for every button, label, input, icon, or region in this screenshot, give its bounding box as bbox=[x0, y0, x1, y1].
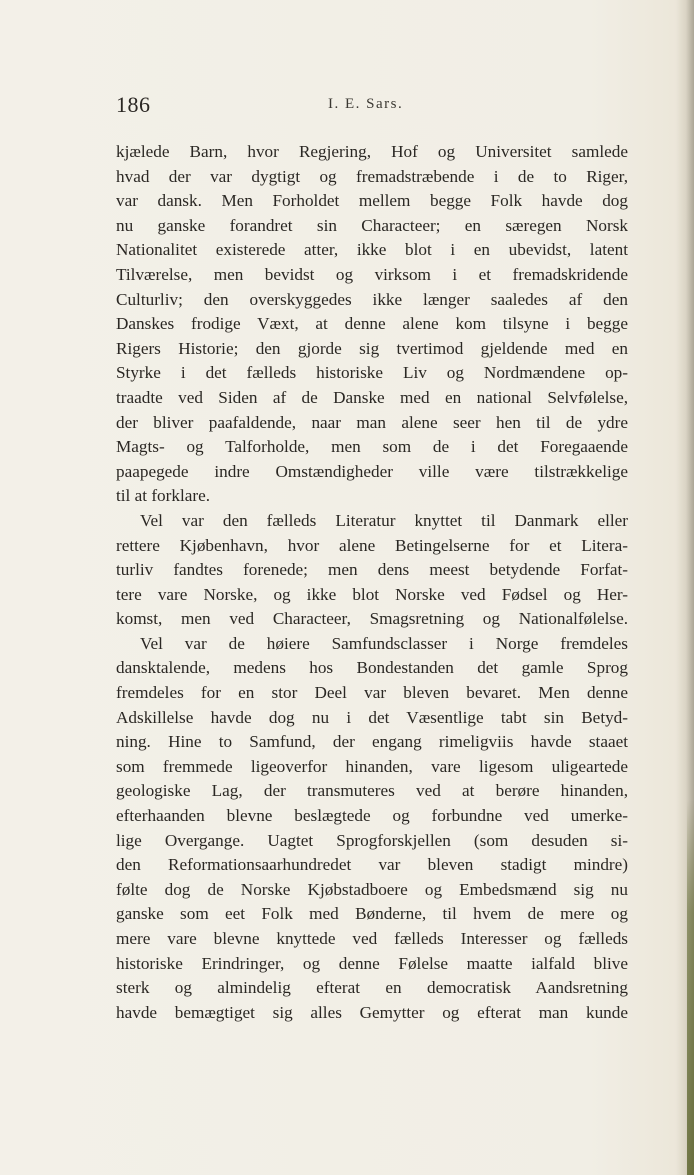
text-line: rettere Kjøbenhavn, hvor alene Betingelserne for et Litera- bbox=[116, 535, 628, 555]
text-line: Vel var de høiere Samfundsclasser i Norge fremdeles bbox=[140, 633, 628, 653]
text-line: komst, men ved Characteer, Smagsretning og Nationalfølelse. bbox=[116, 609, 628, 629]
text-line: Tilværelse, men bevidst og virksom i et fremadskridende bbox=[116, 264, 628, 284]
text-line: tere vare Norske, og ikke blot Norske ved Fødsel og Her- bbox=[116, 584, 628, 604]
text-line: Danskes frodige Væxt, at denne alene kom tilsyne i begge bbox=[116, 314, 628, 334]
text-line: paapegede indre Omstændigheder ville være tilstrækkelige bbox=[116, 461, 628, 481]
text-line: efterhaanden blevne beslægtede og forbundne ved umerke- bbox=[116, 806, 628, 826]
text-line: nu ganske forandret sin Characteer; en særegen Norsk bbox=[116, 215, 628, 235]
text-line: Rigers Historie; den gjorde sig tvertimod gjeldende med en bbox=[116, 338, 628, 358]
text-line: hvad der var dygtigt og fremadstræbende i de to Riger, bbox=[116, 166, 628, 186]
text-line: fremdeles for en stor Deel var bleven bevaret. Men denne bbox=[116, 683, 628, 703]
page-number: 186 bbox=[116, 92, 151, 117]
text-line: sterk og almindelig efterat en democratisk Aandsretning bbox=[116, 978, 628, 998]
text-line: traadte ved Siden af de Danske med en national Selvfølelse, bbox=[116, 387, 628, 407]
text-line: havde bemægtiget sig alles Gemytter og efterat man kunde bbox=[116, 1002, 628, 1022]
text-line: geologiske Lag, der transmuteres ved at berøre hinanden, bbox=[116, 781, 628, 801]
text-line: ning. Hine to Samfund, der engang rimeligviis havde staaet bbox=[116, 732, 628, 752]
running-head: I. E. Sars. bbox=[328, 96, 404, 112]
text-line: mere vare blevne knyttede ved fælleds Interesser og fælleds bbox=[116, 929, 628, 948]
text-line: lige Overgange. Uagtet Sprogforskjellen (som desuden si- bbox=[116, 830, 628, 850]
text-line: Vel var den fælleds Literatur knyttet til Danmark eller bbox=[140, 510, 628, 530]
text-line: til at forklare. bbox=[116, 486, 211, 506]
text-line: ganske som eet Folk med Bønderne, til hvem de mere og bbox=[116, 904, 628, 924]
text-line: Culturliv; den overskyggedes ikke længer saaledes af den bbox=[116, 289, 628, 309]
text-line: Adskillelse havde dog nu i det Væsentlige tabt sin Betyd- bbox=[116, 707, 628, 727]
text-line: var dansk. Men Forholdet mellem begge Folk havde dog bbox=[116, 191, 628, 211]
text-line: historiske Erindringer, og denne Følelse maatte ialfald blive bbox=[116, 953, 628, 973]
text-line: Styrke i det fælleds historiske Liv og Nordmændene op- bbox=[116, 363, 628, 383]
text-line: den Reformationsaarhundredet var bleven stadigt mindre) bbox=[116, 855, 628, 875]
text-line: kjælede Barn, hvor Regjering, Hof og Universitet samlede bbox=[116, 142, 628, 161]
text-line: Magts- og Talforholde, men som de i det Foregaaende bbox=[116, 437, 628, 457]
page-header bbox=[116, 92, 628, 122]
text-line: turliv fandtes forenede; men dens meest betydende Forfat- bbox=[116, 560, 628, 580]
text-line: dansktalende, medens hos Bondestanden det gamle Sprog bbox=[116, 658, 628, 678]
text-line: følte dog de Norske Kjøbstadboere og Embedsmænd sig nu bbox=[116, 879, 628, 899]
text-line: som fremmede ligeoverfor hinanden, vare ligesom uligeartede bbox=[116, 756, 628, 776]
text-line: Nationalitet existerede atter, ikke blot i en ubevidst, latent bbox=[116, 240, 628, 260]
page-edge-strip bbox=[687, 800, 694, 1175]
body-text bbox=[116, 140, 628, 1025]
text-line: der bliver paafaldende, naar man alene seer hen til de ydre bbox=[116, 412, 628, 432]
